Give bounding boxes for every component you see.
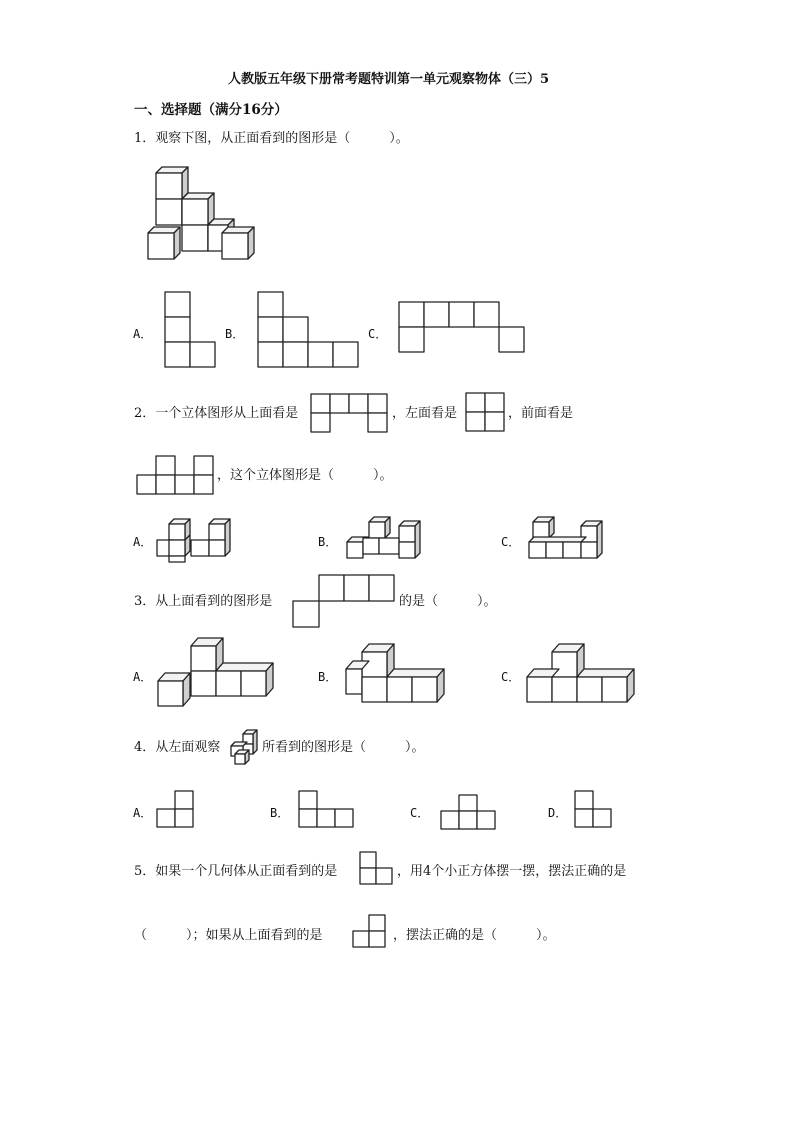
question-2-text-part1: 2．一个立体图形从上面看是 [134, 406, 299, 421]
q5-front-view-figure [360, 852, 394, 886]
question-5-text-part1: 5．如果一个几何体从正面看到的是 [134, 864, 338, 879]
q4-option-a-label[interactable]: A． [133, 806, 153, 820]
q2-option-b-figure[interactable] [343, 514, 428, 564]
q3-option-c-label[interactable]: C． [501, 670, 521, 684]
question-4-text-part2: 所看到的图形是（ ）。 [262, 740, 425, 755]
q3-option-b-label[interactable]: B． [318, 670, 338, 684]
section-heading: 一、选择题（满分16分） [134, 102, 288, 118]
question-5-text-part3: （ ）；如果从上面看到的是 [134, 928, 323, 943]
question-2-text-part2: ，左面看是 [392, 406, 458, 421]
q1-option-a-label[interactable]: A． [133, 327, 153, 341]
q2-option-b-label[interactable]: B． [318, 535, 338, 549]
question-1-cube-figure [140, 165, 270, 265]
q2-front-view-figure [137, 456, 215, 496]
q2-option-a-figure[interactable] [155, 514, 235, 564]
q1-option-b-label[interactable]: B． [225, 327, 245, 341]
question-4-text-part1: 4．从左面观察 [134, 740, 221, 755]
q4-option-c-figure[interactable] [441, 795, 497, 833]
q3-option-a-label[interactable]: A． [133, 670, 153, 684]
q2-top-view-figure [311, 394, 389, 434]
q4-option-c-label[interactable]: C． [410, 806, 430, 820]
question-5-text-part2: ，用4个小正方体摆一摆，摆法正确的是 [397, 864, 627, 879]
q4-option-b-figure[interactable] [299, 791, 355, 829]
q4-option-d-label[interactable]: D． [548, 806, 568, 820]
q4-cube-figure [227, 728, 261, 766]
question-3-text-part2: 的是（ ）。 [399, 594, 497, 609]
question-2-text-part3: ，前面看是 [508, 406, 574, 421]
page-title: 人教版五年级下册常考题特训第一单元观察物体（三）5 [228, 72, 550, 87]
q4-option-d-figure[interactable] [575, 791, 613, 829]
q1-option-a-figure[interactable] [165, 292, 217, 368]
q2-option-c-label[interactable]: C． [501, 535, 521, 549]
question-3-text-part1: 3．从上面看到的图形是 [134, 594, 273, 609]
q3-option-b-figure[interactable] [343, 640, 453, 710]
q3-option-c-figure[interactable] [525, 640, 645, 710]
q4-option-b-label[interactable]: B． [270, 806, 290, 820]
q5-top-view-figure [353, 915, 387, 949]
q2-option-a-label[interactable]: A． [133, 535, 153, 549]
question-1-text: 1．观察下图，从正面看到的图形是（ ）。 [134, 131, 409, 146]
question-5-text-part4: ，摆法正确的是（ ）。 [393, 928, 556, 943]
q2-left-view-figure [466, 393, 506, 433]
q3-option-a-figure[interactable] [155, 636, 283, 712]
q3-top-view-figure [293, 575, 397, 631]
q1-option-c-figure[interactable] [399, 302, 527, 354]
q1-option-b-figure[interactable] [258, 292, 360, 368]
question-2-text-part4: ，这个立体图形是（ ）。 [217, 468, 393, 483]
q4-option-a-figure[interactable] [157, 791, 195, 829]
q2-option-c-figure[interactable] [527, 514, 612, 564]
q1-option-c-label[interactable]: C． [368, 327, 388, 341]
